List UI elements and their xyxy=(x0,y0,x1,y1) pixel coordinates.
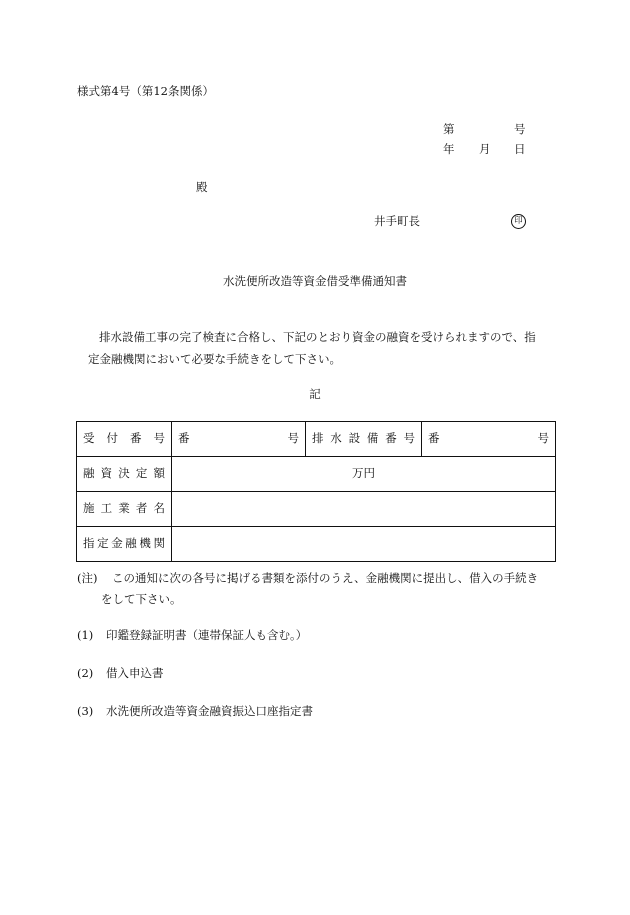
list-item-number: (3) xyxy=(77,704,94,718)
table-row xyxy=(77,422,556,457)
body-line-1: 排水設備工事の完了検査に合格し、下記のとおり資金の融資を受けられますので、指 xyxy=(99,330,536,344)
seal-mark: 印 xyxy=(511,214,526,229)
body-paragraph xyxy=(88,326,550,370)
note-line-2: をして下さい。 xyxy=(101,592,182,606)
date-day: 日 xyxy=(514,142,526,156)
receipt-number-suffix: 号 xyxy=(287,431,299,446)
form-number: 様式第4号（第12条関係） xyxy=(77,84,214,98)
financial-institution-field[interactable] xyxy=(172,527,556,562)
drainage-number-prefix: 番 xyxy=(428,431,440,446)
loan-amount-field[interactable]: 万円 xyxy=(172,457,556,492)
issuer: 井手町長 xyxy=(374,214,420,228)
number-prefix: 第 xyxy=(443,122,455,136)
date-year: 年 xyxy=(443,142,455,156)
note-line-1: この通知に次の各号に掲げる書類を添付のうえ、金融機関に提出し、借入の手続き xyxy=(112,571,539,585)
drainage-number-field[interactable] xyxy=(422,422,556,457)
label-receipt-number: 受付番号 xyxy=(77,422,172,457)
date-month: 月 xyxy=(479,142,491,156)
label-loan-amount: 融資決定額 xyxy=(77,457,172,492)
contractor-name-field[interactable] xyxy=(172,492,556,527)
list-item-number: (1) xyxy=(77,628,94,642)
list-item-number: (2) xyxy=(77,666,94,680)
note-marker: (注) xyxy=(77,571,98,585)
list-item-text: 印鑑登録証明書（連帯保証人も含む。） xyxy=(106,628,308,642)
drainage-number-suffix: 号 xyxy=(537,431,549,446)
table-row xyxy=(77,457,556,492)
label-drainage-number: 排水設備番号 xyxy=(306,422,422,457)
addressee-suffix: 殿 xyxy=(196,180,208,194)
list-item-text: 借入申込書 xyxy=(106,666,164,680)
list-item-text: 水洗便所改造等資金融資振込口座指定書 xyxy=(106,704,313,718)
receipt-number-field[interactable] xyxy=(172,422,306,457)
document-title: 水洗便所改造等資金借受準備通知書 xyxy=(223,274,407,288)
body-line-2: 定金融機関において必要な手続きをして下さい。 xyxy=(88,352,341,366)
ki-heading: 記 xyxy=(309,387,321,401)
receipt-number-prefix: 番 xyxy=(178,431,190,446)
table-row xyxy=(77,492,556,527)
label-contractor-name: 施工業者名 xyxy=(77,492,172,527)
table-row xyxy=(77,527,556,562)
number-suffix: 号 xyxy=(514,122,526,136)
loan-info-table xyxy=(76,421,556,562)
label-financial-institution: 指定金融機関 xyxy=(77,527,172,562)
